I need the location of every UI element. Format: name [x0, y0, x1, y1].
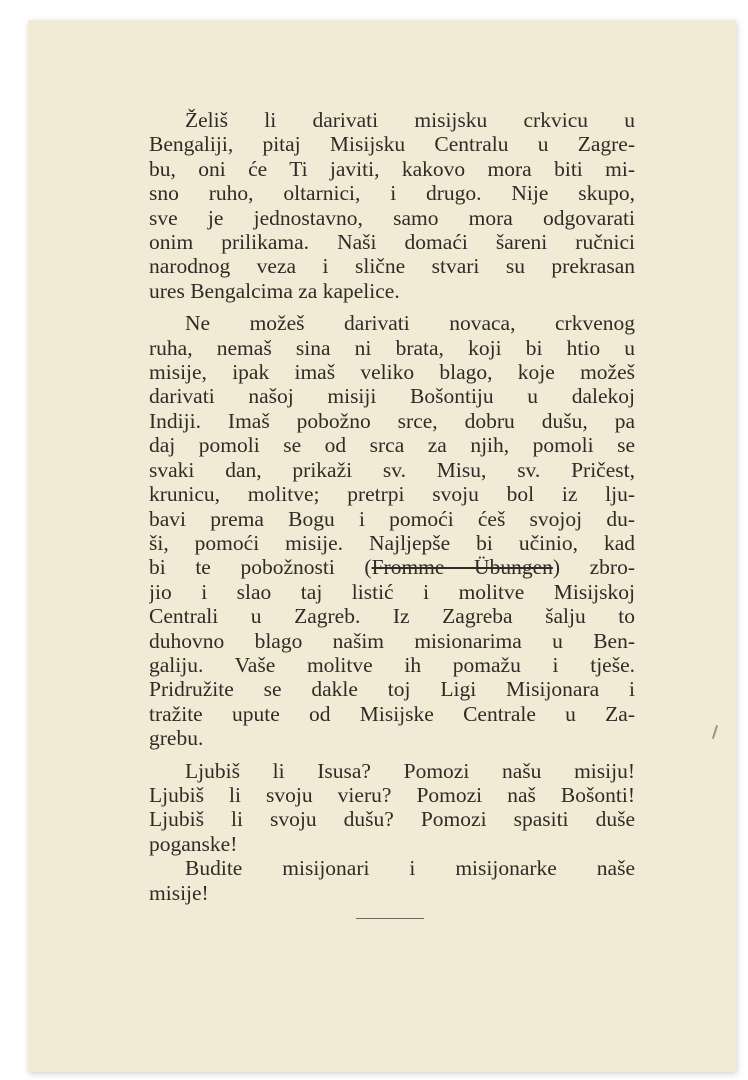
struck-out-german-phrase: Fromme Übungen [371, 555, 553, 580]
text-line: svaki dan, prikaži sv. Misu, sv. Pričest, [149, 457, 635, 482]
text-line: krunicu, molitve; pretrpi svoju bol iz lju- [149, 482, 635, 507]
text-line: bu, oni će Ti javiti, kakovo mora biti mi- [149, 156, 635, 181]
document-body [149, 108, 635, 905]
closing-divider [356, 918, 424, 919]
text-line: sve je jednostavno, samo mora odgovarati [149, 205, 635, 230]
text-line: ši, pomoći misije. Najljepše bi učinio, kad [149, 530, 635, 555]
text-line: Bengaliji, pitaj Misijsku Centralu u Zagre- [149, 132, 635, 157]
text-line: jio i slao taj listić i molitve Misijskoj [149, 579, 635, 604]
text-line: Budite misijonari i misijonarke naše [185, 856, 635, 881]
text-line: Pridružite se dakle toj Ligi Misijonara i [149, 677, 635, 702]
text-line: Ne možeš darivati novaca, crkvenog [185, 311, 635, 336]
paragraph-1 [149, 108, 635, 303]
text-line: onim prilikama. Naši domaći šareni ručnici [149, 230, 635, 255]
text-line: duhovno blago našim misionarima u Ben- [149, 628, 635, 653]
text-line: tražite upute od Misijske Centrale u Za- [149, 701, 635, 726]
paragraph-2 [149, 311, 635, 750]
text-line: Ljubiš li Isusa? Pomozi našu misiju! [185, 758, 635, 783]
text-line: ruha, nemaš sina ni brata, koji bi htio u [149, 335, 635, 360]
text-line: Centrali u Zagreb. Iz Zagreba šalju to [149, 604, 635, 629]
paragraph-4 [149, 856, 635, 905]
text-line: Indiji. Imaš pobožno srce, dobru dušu, pa [149, 408, 635, 433]
text-line: poganske! [149, 831, 238, 856]
text-line: galiju. Vaše molitve ih pomažu i tješe. [149, 652, 635, 677]
text-line: misije! [149, 880, 209, 905]
text-line: Ljubiš li svoju dušu? Pomozi spasiti duše [149, 807, 635, 832]
text-line: Ljubiš li svoju vieru? Pomozi naš Bošonti! [149, 782, 635, 807]
text-line: grebu. [149, 726, 204, 751]
text-line: misije, ipak imaš veliko blago, koje možeš [149, 360, 635, 385]
text-line: Želiš li darivati misijsku crkvicu u [185, 108, 635, 132]
struck-text-line [149, 555, 635, 579]
text-line: bavi prema Bogu i pomoći ćeš svojoj du- [149, 506, 635, 531]
paragraph-3 [149, 759, 635, 857]
text-line: sno ruho, oltarnici, i drugo. Nije skupo, [149, 181, 635, 206]
text-line: ures Bengalcima za kapelice. [149, 278, 400, 303]
struck-line-before: bi te pobožnosti ( [149, 555, 372, 580]
text-line: daj pomoli se od srca za njih, pomoli se [149, 433, 635, 458]
text-line: narodnog veza i slične stvari su prekrasan [149, 254, 635, 279]
struck-line-after: ) zbro- [552, 555, 635, 580]
text-line: darivati našoj misiji Bošontiju u dalekoj [149, 384, 635, 409]
